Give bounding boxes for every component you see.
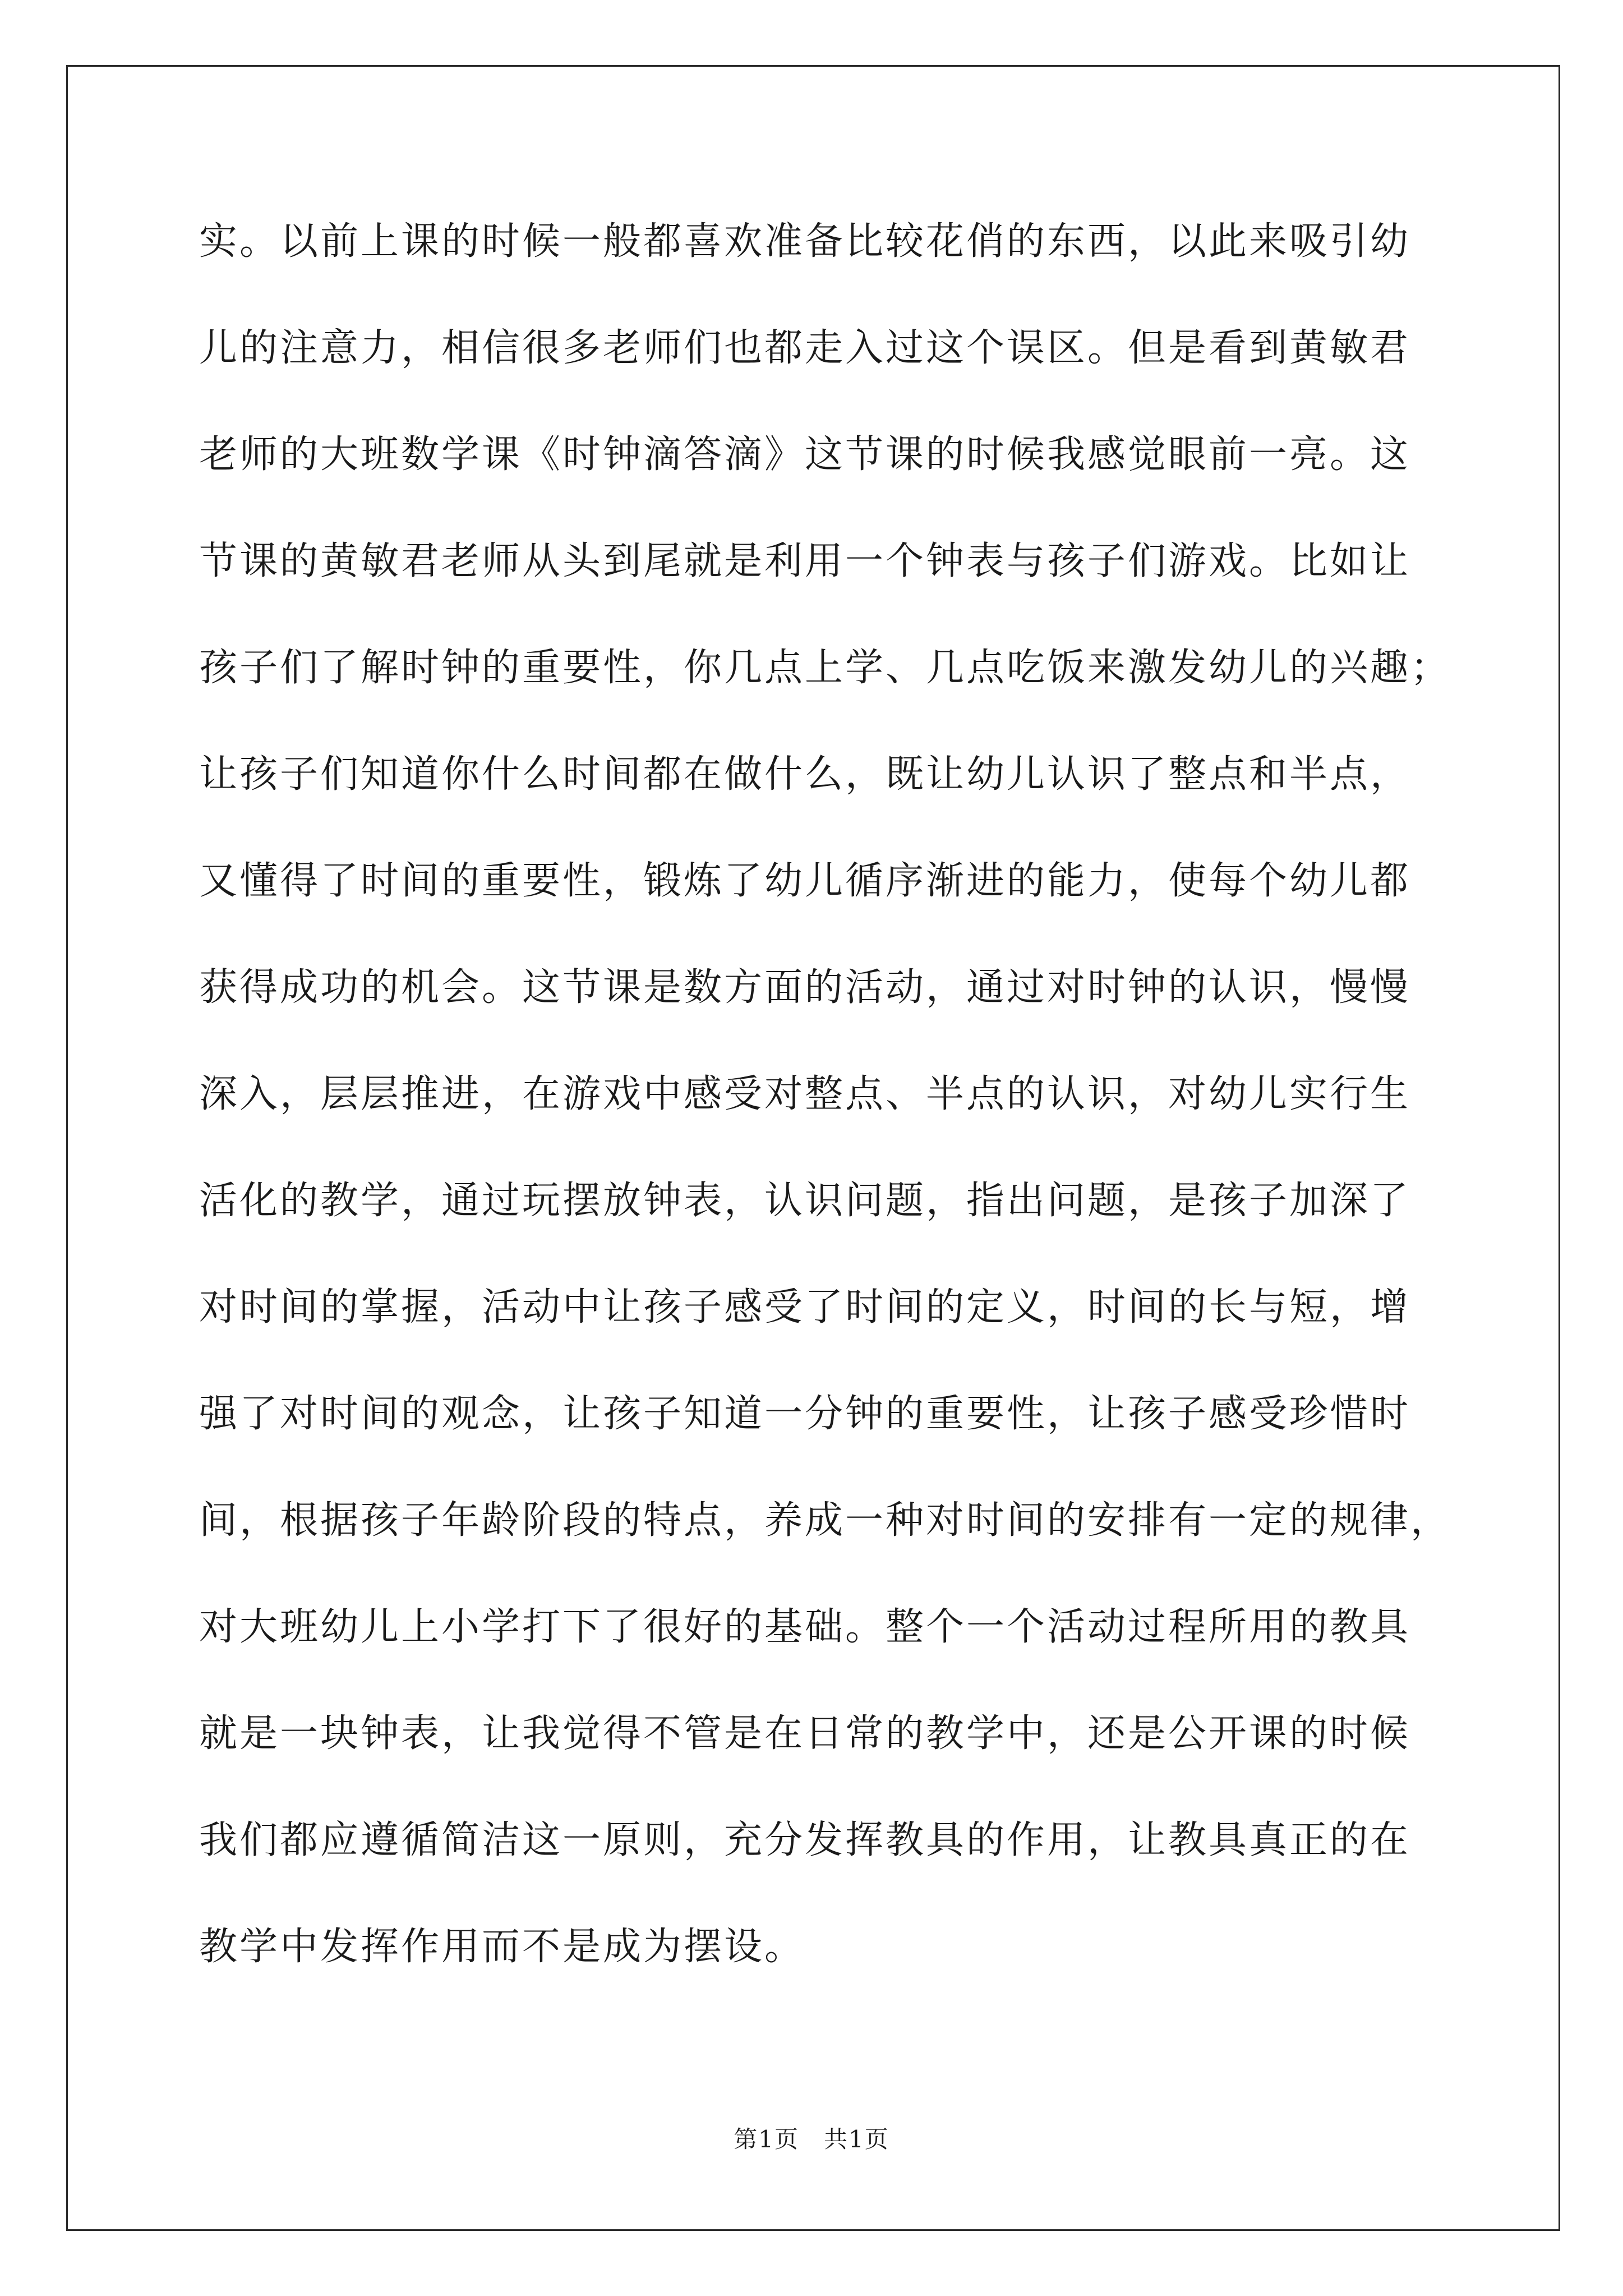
- text-line: 强了对时间的观念，让孩子知道一分钟的重要性，让孩子感受珍惜时: [199, 1392, 1411, 1436]
- text-line: 孩子们了解时钟的重要性，你几点上学、几点吃饭来激发幼儿的兴趣；: [199, 646, 1451, 690]
- text-line: 老师的大班数学课《时钟滴答滴》这节课的时候我感觉眼前一亮。这: [199, 432, 1411, 477]
- text-line: 对时间的掌握，活动中让孩子感受了时间的定义，时间的长与短，增: [199, 1285, 1411, 1329]
- page-number-footer: 第1页 共1页: [734, 2125, 889, 2153]
- text-line: 深入，层层推进，在游戏中感受对整点、半点的认识，对幼儿实行生: [199, 1072, 1411, 1116]
- text-line: 获得成功的机会。这节课是数方面的活动，通过对时钟的认识，慢慢: [199, 965, 1411, 1010]
- text-line: 教学中发挥作用而不是成为摆设。: [199, 1925, 805, 1969]
- text-line: 活化的教学，通过玩摆放钟表，认识问题，指出问题，是孩子加深了: [199, 1179, 1411, 1223]
- body-paragraph: [199, 219, 1455, 2033]
- text-line: 间，根据孩子年龄阶段的特点，养成一种对时间的安排有一定的规律，: [199, 1498, 1451, 1543]
- text-line: 对大班幼儿上小学打下了很好的基础。整个一个活动过程所用的教具: [199, 1605, 1411, 1649]
- text-line: 就是一块钟表，让我觉得不管是在日常的教学中，还是公开课的时候: [199, 1711, 1411, 1756]
- text-line: 实。以前上课的时候一般都喜欢准备比较花俏的东西，以此来吸引幼: [199, 219, 1411, 264]
- text-line: 让孩子们知道你什么时间都在做什么，既让幼儿认识了整点和半点，: [199, 752, 1411, 797]
- text-line: 又懂得了时间的重要性，锻炼了幼儿循序渐进的能力，使每个幼儿都: [199, 859, 1411, 903]
- text-line: 节课的黄敏君老师从头到尾就是利用一个钟表与孩子们游戏。比如让: [199, 539, 1411, 583]
- text-line: 儿的注意力，相信很多老师们也都走入过这个误区。但是看到黄敏君: [199, 326, 1411, 370]
- text-line: 我们都应遵循简洁这一原则，充分发挥教具的作用，让教具真正的在: [199, 1818, 1411, 1862]
